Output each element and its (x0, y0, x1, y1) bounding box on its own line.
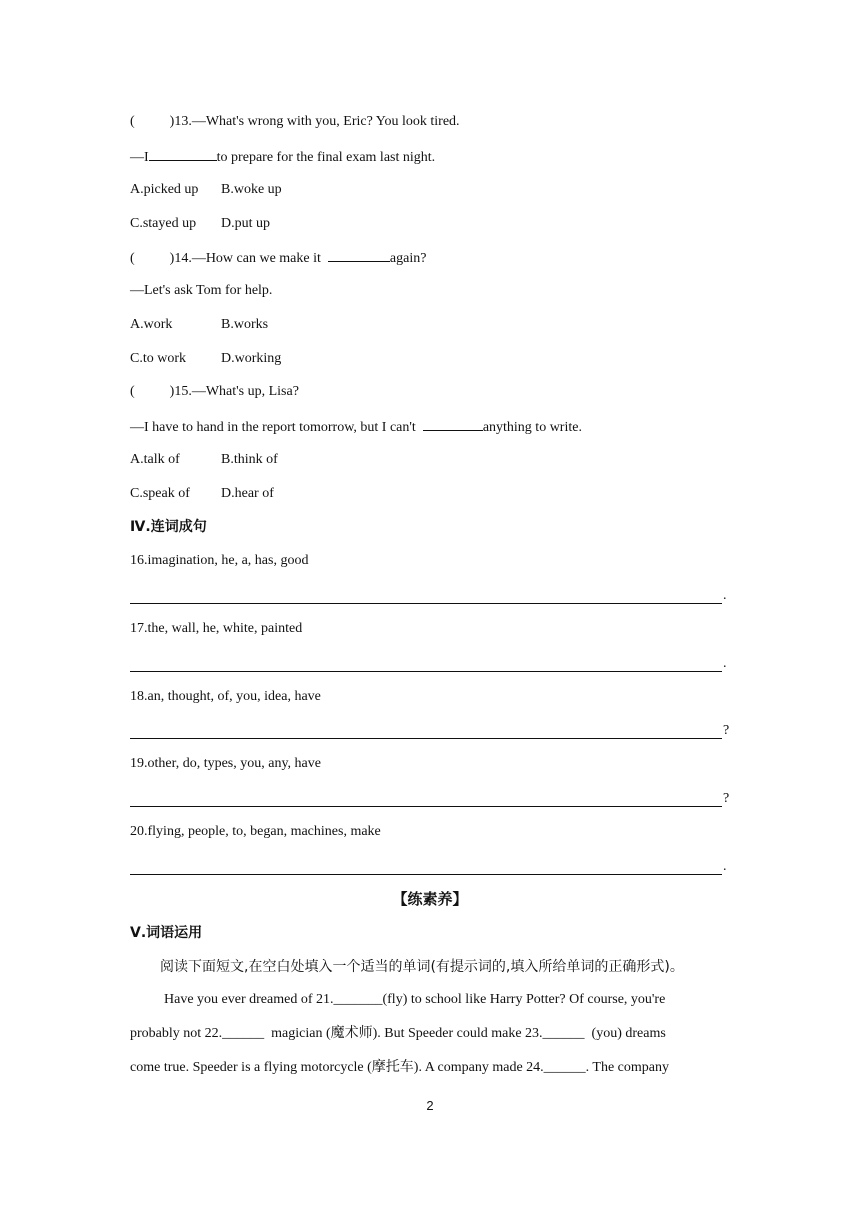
option-b: B.works (221, 317, 269, 332)
question-14-stem: ( )14.—How can we make it again? (130, 247, 426, 269)
question-15-stem: ( )15.—What's up, Lisa? (130, 384, 299, 399)
question-13-options-row-1 (130, 180, 282, 200)
question-13-stem: ( )13.—What's wrong with you, Eric? You look tired. (130, 114, 460, 129)
sentence-17-answer[interactable]: . (130, 654, 732, 674)
practice-heading: 【练素养】 (392, 890, 468, 908)
sentence-20-words: 20.flying, people, to, began, machines, make (130, 824, 381, 839)
passage-line-3: come true. Speeder is a flying motorcycle (摩托车). A company made 24.______. The company (130, 1060, 669, 1075)
question-14-options-row-1 (130, 315, 268, 335)
passage-line-1: Have you ever dreamed of 21._______(fly) to school like Harry Potter? Of course, you're (164, 992, 666, 1007)
section-5-instruction: 阅读下面短文,在空白处填入一个适当的单词(有提示词的,填入所给单词的正确形式)。 (160, 959, 684, 975)
question-14-options-row-2 (130, 349, 281, 369)
page-number: 2 (426, 1098, 434, 1113)
question-15-options-row-2 (130, 484, 274, 504)
option-a: A.work (130, 317, 173, 332)
answer-blank[interactable] (149, 146, 217, 161)
question-13-options-row-2 (130, 214, 270, 234)
option-a: A.picked up (130, 182, 199, 197)
option-b: B.think of (221, 452, 278, 467)
question-13-reply: —I to prepare for the final exam last night. (130, 146, 435, 168)
question-15-reply: —I have to hand in the report tomorrow, but I can't anything to write. (130, 416, 582, 438)
option-c: C.stayed up (130, 216, 197, 231)
option-c: C.speak of (130, 486, 190, 501)
sentence-16-answer[interactable]: . (130, 586, 732, 606)
sentence-19-answer[interactable]: ? (130, 789, 732, 809)
question-14-reply: —Let's ask Tom for help. (130, 283, 273, 298)
answer-blank[interactable] (423, 416, 483, 431)
sentence-19-words: 19.other, do, types, you, any, have (130, 756, 321, 771)
option-b: B.woke up (221, 182, 282, 197)
option-d: D.hear of (221, 486, 274, 501)
option-a: A.talk of (130, 452, 180, 467)
sentence-20-answer[interactable]: . (130, 857, 732, 877)
option-d: D.working (221, 351, 282, 366)
section-4-title: Ⅳ.连词成句 (130, 519, 207, 535)
passage-line-2: probably not 22.______ magician (魔术师). But Speeder could make 23.______ (you) dreams (130, 1026, 666, 1041)
sentence-17-words: 17.the, wall, he, white, painted (130, 621, 303, 636)
sentence-18-words: 18.an, thought, of, you, idea, have (130, 689, 321, 704)
sentence-18-answer[interactable]: ? (130, 721, 732, 741)
section-5-title: Ⅴ.词语运用 (130, 925, 203, 941)
question-15-options-row-1 (130, 450, 278, 470)
answer-blank[interactable] (328, 247, 390, 262)
option-d: D.put up (221, 216, 270, 231)
sentence-16-words: 16.imagination, he, a, has, good (130, 553, 309, 568)
option-c: C.to work (130, 351, 186, 366)
